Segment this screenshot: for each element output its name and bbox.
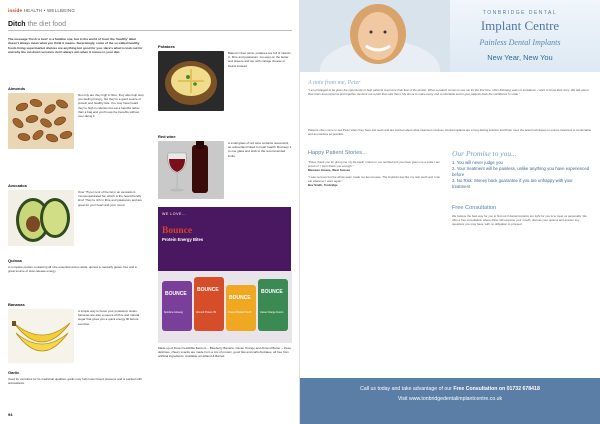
bounce-products-photo xyxy=(158,271,292,343)
happy-patients-title: Happy Patient Stories... xyxy=(308,150,367,156)
bounce-flavour-1: Spirulina Ginseng xyxy=(164,311,183,314)
bounce-flavour-2: Almond Protein Hit xyxy=(196,311,216,314)
bounce-pack-label-4: BOUNCE xyxy=(261,289,283,295)
page-title: Ditch the diet food xyxy=(8,21,66,28)
food-heading-garlic: Garlic xyxy=(8,370,20,375)
bounce-pack-label-2: BOUNCE xyxy=(197,287,219,293)
bananas-text: A simple way to boost your potassium levels, bananas are also a source of fibre and natural sugar that gives you a quick energy lift before exercise. xyxy=(78,309,140,326)
food-heading-almonds: Almonds xyxy=(8,86,26,91)
smiling-woman-photo xyxy=(300,0,450,72)
promo-tag: WE LOVE... xyxy=(162,212,187,216)
promise-item: 1. You will never judge you xyxy=(452,160,503,165)
testimonial-2-name: Bev Smith, Tonbridge xyxy=(308,183,338,188)
almonds-text: Not only are they high in fibre, they also help stop you feeling hungry, but they're a good source of protein and healthy fats. You may have heard they're high in calories but eat a handful rather than a bag and you'll reap the benefits without over-doing it. xyxy=(78,93,144,119)
brand-title: Implant Centre xyxy=(480,18,560,33)
testimonials xyxy=(308,160,442,188)
campaign-headline: New Year, New You xyxy=(487,53,553,62)
bananas-photo xyxy=(8,309,74,363)
bounce-flavour-3: Peanut Protein Punch xyxy=(228,311,252,314)
red-wine-text: A small glass of red wine contains resveratrol, an antioxidant linked to heart health. But keep it to one glass and stick to the recommended limits. xyxy=(228,141,292,158)
intro-paragraph: The message 'fresh is best' is a familiar one, but in the world of food, the 'healthy' label doesn't always mean what you think it means. Surprisingly, some of the so-called healthy foods lining supermarket shelves are anything but good for you. Here's what to look out for and why the cut-down versions don't always win when it comes to your diet. xyxy=(8,37,143,54)
advert-header xyxy=(300,0,600,72)
advert-page xyxy=(300,0,600,424)
quinoa-text: A complete protein containing all nine essential amino acids, quinoa is naturally gluten-free and a great source of slow-release energy. xyxy=(8,265,137,274)
title-divider xyxy=(8,30,292,31)
potatoes-photo xyxy=(158,51,224,111)
free-consultation-title: Free Consultation xyxy=(452,205,497,211)
garlic-text: Used for centuries for its medicinal qualities, garlic may help lower blood pressure and is packed with antioxidants. xyxy=(8,377,142,386)
avocados-text: Over 75 per cent of the fat in an avocado is monounsaturated fat, which is the heart-friendly kind. They're rich in fibre and potassium and are great for your heart and your mood. xyxy=(78,190,142,207)
avocado-photo xyxy=(8,190,74,246)
footer-website-link[interactable]: Visit www.tonbridgedentalimplantcentre.co.uk xyxy=(397,396,503,402)
promise-title: Our Promise to you... xyxy=(452,149,517,158)
peter-quote: "I am privileged to be given the opportunity to help patients overcome their fear of the dentist. When a patient comes to see me for the first time, often following years of avoidance, I want to know their story. We talk about their fears and concerns and together we work out a plan that suits them. My aim is to make every visit comfortable and to give patients back the confidence to smile." xyxy=(308,88,589,97)
promo-subtitle: Protein Energy Bites xyxy=(162,237,204,242)
free-consultation-body: We believe the best way for you to find out if dental implants are right for you is to meet us personally. We offer a free consultation where Peter will examine your mouth, discuss your options and answer any questions you may have, with no obligation to proceed. xyxy=(452,214,587,227)
red-wine-photo xyxy=(158,141,224,199)
testimonial-1-text: "Peter, thank you for giving me my life back! I came to you terrified and you have given me a smile I am proud of. I can't thank you enough." xyxy=(308,160,440,169)
almonds-photo xyxy=(8,93,74,149)
magazine-brand: inside xyxy=(8,8,23,13)
footer-phone[interactable]: on 01732 678418 xyxy=(498,386,540,392)
food-heading-quinoa: Quinoa xyxy=(8,258,22,263)
promise-item: 3. No Risk: Money back guarantee if you are unhappy with your treatment xyxy=(452,178,573,189)
magazine-header xyxy=(8,8,75,13)
food-heading-potatoes: Potatoes xyxy=(158,44,175,49)
promise-list xyxy=(452,160,592,190)
testimonial-2-text: "I was nervous but the whole team made me feel at ease. The implants feel like my own teeth and I can eat whatever I want again." xyxy=(308,175,441,184)
bounce-caption: Made up of three irresistible flavours – Blueberry Banana, Cacao Orange and Almond Butter – these delicious, chewy snacks are made from a mix of protein, good fats and carbohydrates, all free from artificial ingredients. Available at Holland & Barrett. xyxy=(158,346,292,359)
brand-subtitle: TONBRIDGE DENTAL xyxy=(482,10,558,16)
bounce-flavour-4: Cacao Orange Fusion xyxy=(260,311,284,314)
food-heading-red-wine: Red wine xyxy=(158,134,176,139)
testimonial-1-name: Maureen Greene, West Sussex xyxy=(308,168,351,173)
bounce-pack-label-3: BOUNCE xyxy=(229,295,251,301)
bounce-pack-label-1: BOUNCE xyxy=(165,291,187,297)
footer-call-to-action: Call us today and take advantage of our Free Consultation on 01732 678418 xyxy=(360,386,540,392)
footer-highlight: Free Consultation xyxy=(453,386,498,392)
advert-footer xyxy=(300,378,600,424)
potatoes-text: Baked in their skins, potatoes are full of vitamin C, fibre and potassium. Go easy on the butter and cheese and top with cottage cheese or beans instead. xyxy=(228,51,291,68)
magazine-section: HEALTH • WELLBEING xyxy=(23,8,76,13)
food-heading-bananas: Bananas xyxy=(8,302,25,307)
promo-brand: Bounce xyxy=(162,226,193,236)
page-number: 94 xyxy=(8,412,13,417)
promise-item: 2. Your treatment will be painless, unlike anything you have experienced before xyxy=(452,166,590,177)
brand-tagline: Painless Dental Implants xyxy=(479,38,561,47)
note-title: A note from me, Peter xyxy=(308,80,361,86)
food-heading-avocados: Avocados xyxy=(8,183,27,188)
intro-text: Patients often come to see Peter when they have lost teeth and are worried about what treatment involves. Dental implants are a long-lasting solution and Peter uses the latest techniques to ensure treatment is comfortable and as painless as possible. xyxy=(308,128,592,137)
